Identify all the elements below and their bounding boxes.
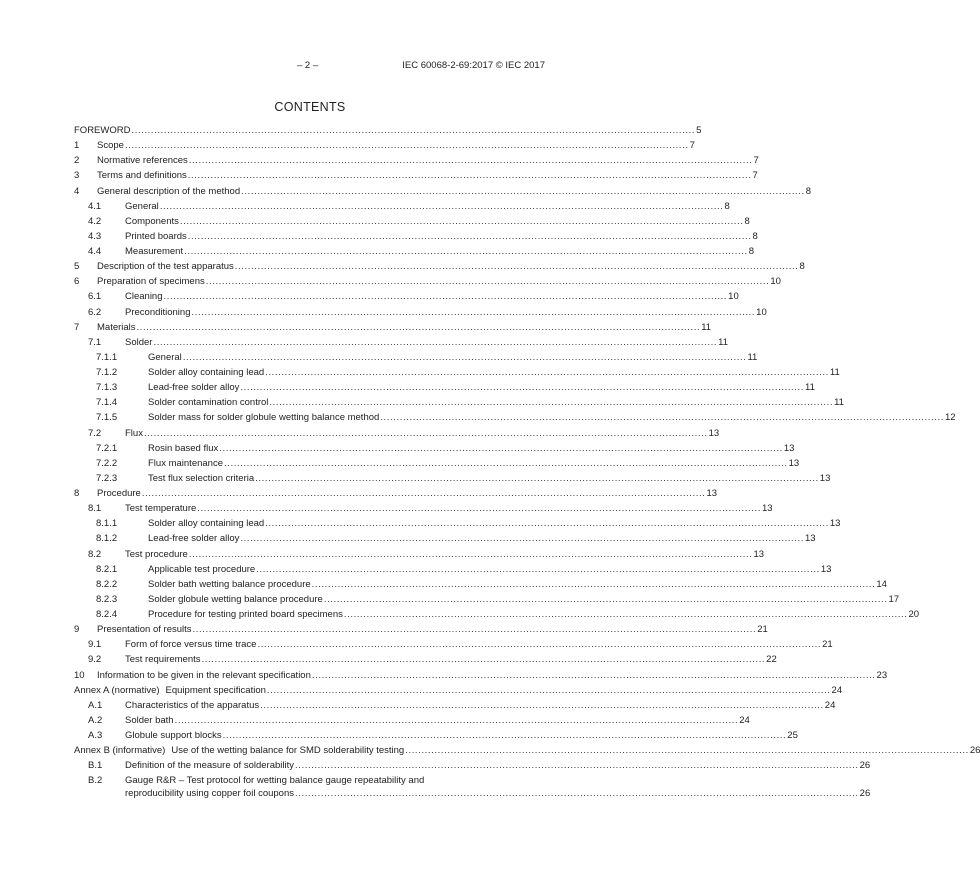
toc-entry-title: General	[148, 350, 183, 365]
toc-entry-page: 13	[788, 457, 800, 469]
toc-entry-page: 24	[824, 699, 836, 711]
toc-entry[interactable]	[74, 637, 833, 652]
toc-entry[interactable]	[74, 441, 795, 456]
toc-entry-number: A.2	[88, 714, 103, 726]
toc-entry-number: 5	[74, 261, 80, 273]
dot-leader: ..............................................................................................................................................................................	[124, 140, 689, 152]
toc-entry-page: 7	[753, 155, 759, 167]
toc-entry-number: 7.2.3	[96, 472, 118, 484]
toc-entry[interactable]	[74, 787, 871, 800]
toc-entry-page: 10	[756, 306, 767, 318]
toc-entry-title: Components	[125, 214, 180, 229]
toc-entry-page: 20	[908, 609, 920, 620]
toc-entry-title: General description of the method	[97, 184, 241, 199]
toc-entry[interactable]	[74, 743, 980, 758]
toc-entry-page: 7	[752, 170, 758, 182]
dot-leader: ..............................................................................................................................................................................	[323, 593, 888, 605]
toc-entry-title: Test temperature	[125, 501, 197, 516]
toc-entry-number: 7.1	[88, 336, 102, 348]
dot-leader: ..............................................................................................................................................................................	[295, 788, 859, 800]
dot-leader: ..............................................................................................................................................................................	[219, 442, 783, 454]
dot-leader: ..............................................................................................................................................................................	[255, 472, 819, 484]
dot-leader: ..............................................................................................................................................................................	[234, 261, 799, 273]
toc-entry-number: 8.2.3	[96, 593, 118, 605]
dot-leader: ..............................................................................................................................................................................	[159, 200, 724, 212]
toc-entry[interactable]	[74, 775, 546, 787]
dot-leader: ..............................................................................................................................................................................	[153, 336, 718, 348]
dot-leader: ..............................................................................................................................................................................	[241, 185, 805, 197]
toc-entry-number: 9.2	[88, 654, 102, 666]
dot-leader: ..............................................................................................................................................................................	[223, 457, 788, 469]
toc-entry-title: Presentation of results	[97, 622, 193, 637]
dot-leader: ..............................................................................................................................................................................	[257, 639, 822, 651]
toc-entry-number: 6.2	[88, 306, 102, 318]
toc-entry[interactable]	[74, 531, 816, 546]
toc-entry[interactable]	[74, 380, 815, 395]
toc-entry-title: Solder	[125, 335, 153, 350]
toc-entry-title: Applicable test procedure	[148, 562, 256, 577]
toc-entry-number: 10	[74, 669, 85, 681]
dot-leader: ..............................................................................................................................................................................	[294, 760, 859, 772]
toc-entry-number: 7.1.1	[96, 351, 118, 363]
dot-leader: ..............................................................................................................................................................................	[201, 654, 766, 666]
toc-entry-page: 23	[876, 669, 888, 681]
toc-entry-title: Flux	[125, 426, 144, 441]
toc-entry[interactable]	[74, 199, 730, 214]
toc-entry[interactable]	[74, 214, 750, 229]
toc-entry-page: 13	[819, 472, 831, 484]
toc-entry-title: Normative references	[97, 153, 189, 168]
toc-entry-title: Lead-free solder alloy	[148, 531, 240, 546]
toc-entry-page: 24	[831, 684, 843, 696]
dot-leader: ..............................................................................................................................................................................	[197, 503, 761, 515]
toc-entry-number: 1	[74, 140, 80, 152]
toc-entry-title: Solder mass for solder globule wetting balance method	[148, 410, 380, 425]
toc-entry-page: 11	[701, 321, 712, 333]
toc-entry-title: Procedure for testing printed board specimens	[148, 607, 344, 622]
toc-entry[interactable]	[74, 501, 773, 516]
dot-leader: ..............................................................................................................................................................................	[405, 745, 969, 757]
toc-entry-number: 7.2.2	[96, 457, 118, 469]
dot-leader: ..............................................................................................................................................................................	[266, 684, 831, 696]
toc-entry[interactable]	[74, 592, 900, 607]
dot-leader: ..............................................................................................................................................................................	[136, 321, 701, 333]
toc-entry-page: 7	[689, 140, 695, 152]
toc-entry-title-continued: reproducibility using copper foil coupons	[125, 788, 294, 800]
document-identifier: IEC 60068-2-69:2017 © IEC 2017	[402, 60, 545, 71]
toc-entry-number: 8.2.4	[96, 609, 118, 620]
toc-entry-page: 17	[888, 593, 900, 605]
toc-entry-title: Lead-free solder alloy	[148, 380, 240, 395]
dot-leader: ..............................................................................................................................................................................	[380, 412, 944, 424]
toc-entry-page: 13	[708, 427, 720, 439]
toc-entry[interactable]	[74, 410, 956, 425]
dot-leader: ..............................................................................................................................................................................	[179, 215, 744, 227]
toc-entry-title: Solder bath wetting balance procedure	[148, 577, 312, 592]
toc-entry[interactable]	[74, 274, 781, 289]
toc-entry[interactable]	[74, 365, 840, 380]
toc-entry-page: 26	[859, 788, 871, 800]
toc-entry-title: Procedure	[97, 486, 142, 501]
toc-entry-page: 24	[739, 714, 750, 726]
toc-entry-number: 4.4	[88, 246, 102, 257]
toc-entry-page: 12	[944, 412, 956, 424]
toc-entry[interactable]	[74, 547, 765, 562]
dot-leader: ..............................................................................................................................................................................	[205, 276, 770, 288]
toc-entry-title: Characteristics of the apparatus	[125, 698, 260, 713]
toc-entry-page: 11	[805, 382, 815, 394]
toc-entry-page: 22	[766, 654, 777, 666]
dot-leader: ..............................................................................................................................................................................	[182, 351, 747, 363]
toc-entry[interactable]	[74, 320, 712, 335]
toc-title: CONTENTS	[274, 100, 346, 114]
toc-entry-title: Solder alloy containing lead	[148, 365, 265, 380]
toc-entry-page: 14	[876, 578, 887, 590]
toc-entry[interactable]	[74, 607, 920, 622]
toc-entry-page: 11	[829, 367, 840, 378]
toc-entry-number: 7.2.1	[96, 442, 118, 454]
toc-entry-title: Description of the test apparatus	[97, 259, 235, 274]
toc-entry[interactable]	[74, 486, 718, 501]
dot-leader: ..............................................................................................................................................................................	[174, 714, 739, 726]
toc-entry-page: 13	[820, 563, 832, 575]
toc-entry-page: 8	[724, 200, 730, 212]
toc-entry-title: Test flux selection criteria	[148, 471, 255, 486]
toc-entry-title: Form of force versus time trace	[125, 637, 257, 652]
dot-leader: ..............................................................................................................................................................................	[163, 291, 728, 303]
toc-entry-number: 8	[74, 488, 80, 499]
toc-entry-title: Use of the wetting balance for SMD solderability testing	[171, 743, 405, 758]
toc-entry[interactable]	[74, 123, 702, 138]
toc-entry-number: Annex B (informative)	[74, 743, 171, 758]
toc-entry[interactable]	[74, 289, 739, 304]
toc-entry-number: 7	[74, 321, 80, 333]
toc-entry-page: 13	[761, 503, 773, 515]
toc-entry[interactable]	[74, 728, 798, 743]
toc-entry-number: 7.2	[88, 427, 102, 439]
toc-entry-page: 26	[859, 760, 871, 772]
toc-entry-title: Solder globule wetting balance procedure	[148, 592, 324, 607]
toc-entry-title: Materials	[97, 320, 137, 335]
toc-entry-title: Rosin based flux	[148, 441, 219, 456]
toc-entry-number: 6	[74, 276, 80, 288]
toc-entry[interactable]	[74, 184, 812, 199]
dot-leader: ..............................................................................................................................................................................	[187, 230, 752, 242]
dot-leader: ..............................................................................................................................................................................	[192, 624, 757, 636]
toc-entry-title: Preparation of specimens	[97, 274, 206, 289]
toc-entry[interactable]	[74, 259, 805, 274]
dot-leader: ..............................................................................................................................................................................	[260, 699, 824, 711]
toc-entry[interactable]	[74, 153, 759, 168]
toc-entry[interactable]	[74, 138, 695, 153]
toc-entry[interactable]	[74, 516, 841, 531]
toc-entry-number: 7.1.3	[96, 382, 118, 394]
toc-entry-number: 8.1.2	[96, 533, 118, 545]
toc-entry-page: 11	[718, 336, 728, 348]
toc-entry-number: 8.2	[88, 548, 102, 560]
toc-entry-page: 11	[834, 397, 844, 409]
toc-entry-page: 8	[799, 261, 805, 273]
toc-entry-number: 3	[74, 170, 80, 182]
toc-entry[interactable]	[74, 758, 871, 773]
toc-entry-title: Preconditioning	[125, 305, 192, 320]
toc-entry-page: 13	[829, 518, 841, 530]
toc-entry-number: B.2	[88, 775, 103, 787]
dot-leader: ..............................................................................................................................................................................	[184, 246, 748, 257]
toc-entry[interactable]	[74, 456, 800, 471]
toc-entry-title: Gauge R&R – Test protocol for wetting balance gauge repeatability and	[125, 775, 425, 787]
dot-leader: ..............................................................................................................................................................................	[188, 548, 753, 560]
toc-entry-number: 7.1.5	[96, 412, 118, 424]
toc-entry-number: 8.2.2	[96, 578, 118, 590]
dot-leader: ..............................................................................................................................................................................	[191, 306, 756, 318]
toc-entry-title: Solder contamination control	[148, 395, 269, 410]
toc-entry-number: 6.1	[88, 291, 102, 303]
toc-entry-number: 8.1.1	[96, 518, 118, 530]
toc-entry-number: 4.3	[88, 230, 102, 242]
dot-leader: ..............................................................................................................................................................................	[311, 669, 876, 681]
toc-entry-page: 26	[969, 745, 980, 757]
toc-entry-number: Annex A (normative)	[74, 683, 166, 698]
toc-entry-number: 2	[74, 155, 80, 167]
dot-leader: ..............................................................................................................................................................................	[222, 730, 787, 741]
toc-entry-page: 8	[748, 246, 755, 257]
toc-entry[interactable]	[74, 305, 767, 320]
dot-leader: ..............................................................................................................................................................................	[141, 488, 706, 499]
dot-leader: ..............................................................................................................................................................................	[269, 397, 834, 409]
toc-entry-title: General	[125, 199, 160, 214]
toc-entry[interactable]	[74, 350, 758, 365]
toc-entry-title: Globule support blocks	[125, 728, 223, 743]
toc-entry[interactable]	[74, 713, 750, 728]
toc-entry[interactable]	[74, 244, 755, 259]
toc-entry-page: 8	[805, 185, 812, 197]
toc-entry-title: Terms and definitions	[97, 168, 188, 183]
toc-entry-title: Printed boards	[125, 229, 188, 244]
toc-entry-title: Equipment specification	[166, 683, 267, 698]
toc-entry-page: 8	[744, 215, 750, 227]
toc-entry-page: 13	[753, 548, 765, 560]
toc-entry-title: Solder bath	[125, 713, 175, 728]
toc-entry[interactable]	[74, 395, 844, 410]
toc-entry[interactable]	[74, 698, 836, 713]
toc-entry[interactable]	[74, 652, 777, 667]
toc-entry-title: Information to be given in the relevant specification	[97, 668, 312, 683]
toc-entry-page: 10	[728, 291, 739, 303]
toc-entry-title: Test procedure	[125, 547, 189, 562]
dot-leader: ..............................................................................................................................................................................	[143, 427, 708, 439]
toc-entry-title: Test requirements	[125, 652, 202, 667]
dot-leader: ..............................................................................................................................................................................	[240, 382, 805, 394]
toc-entry[interactable]	[74, 683, 843, 698]
toc-entry[interactable]	[74, 471, 831, 486]
toc-entry-title: Scope	[97, 138, 125, 153]
toc-entry-number: 4.2	[88, 215, 102, 227]
toc-entry[interactable]	[74, 229, 758, 244]
toc-entry-page: 21	[757, 624, 768, 636]
dot-leader: ..............................................................................................................................................................................	[311, 578, 876, 590]
toc-entry-number: 7.1.4	[96, 397, 118, 409]
toc-entry-page: 13	[783, 442, 795, 454]
toc-entry-page: 21	[822, 639, 833, 651]
dot-leader: ..............................................................................................................................................................................	[187, 170, 752, 182]
toc-entry-number: 9	[74, 624, 80, 636]
dot-leader: ..............................................................................................................................................................................	[265, 367, 829, 378]
toc-entry-number: A.3	[88, 730, 103, 741]
toc-entry-number: A.1	[88, 699, 103, 711]
dot-leader: ..............................................................................................................................................................................	[188, 155, 753, 167]
page-number: – 2 –	[297, 60, 319, 71]
toc-entry-number: 8.2.1	[96, 563, 118, 575]
table-of-contents	[74, 123, 980, 800]
toc-entry-page: 5	[696, 125, 702, 136]
toc-entry-page: 13	[706, 488, 718, 499]
toc-entry-title: Flux maintenance	[148, 456, 224, 471]
dot-leader: ..............................................................................................................................................................................	[265, 518, 829, 530]
toc-entry-number: 4.1	[88, 200, 102, 212]
toc-entry-number: 9.1	[88, 639, 102, 651]
toc-entry-number: 7.1.2	[96, 367, 118, 378]
toc-entry-page: 25	[787, 730, 798, 741]
toc-entry-page: 11	[747, 351, 758, 363]
toc-entry[interactable]	[74, 622, 768, 637]
toc-entry-number: B.1	[88, 760, 103, 772]
toc-entry-number: 4	[74, 185, 80, 197]
toc-entry-title: Solder alloy containing lead	[148, 516, 265, 531]
toc-entry-page: 13	[805, 533, 816, 545]
dot-leader: ..............................................................................................................................................................................	[240, 533, 805, 545]
dot-leader: ..............................................................................................................................................................................	[343, 609, 908, 620]
dot-leader: ..............................................................................................................................................................................	[256, 563, 820, 575]
toc-entry[interactable]	[74, 335, 728, 350]
toc-entry-title: FOREWORD	[74, 123, 131, 138]
toc-entry-page: 10	[770, 276, 781, 288]
dot-leader: ..............................................................................................................................................................................	[131, 125, 696, 136]
toc-entry[interactable]	[74, 668, 888, 683]
toc-entry-number: 8.1	[88, 503, 102, 515]
toc-entry-title: Measurement	[125, 244, 184, 259]
toc-entry[interactable]	[74, 426, 720, 441]
toc-entry[interactable]	[74, 577, 887, 592]
toc-entry[interactable]	[74, 562, 832, 577]
toc-entry-title: Cleaning	[125, 289, 164, 304]
toc-entry-page: 8	[752, 230, 758, 242]
toc-entry-title: Definition of the measure of solderability	[125, 758, 295, 773]
toc-entry[interactable]	[74, 168, 758, 183]
